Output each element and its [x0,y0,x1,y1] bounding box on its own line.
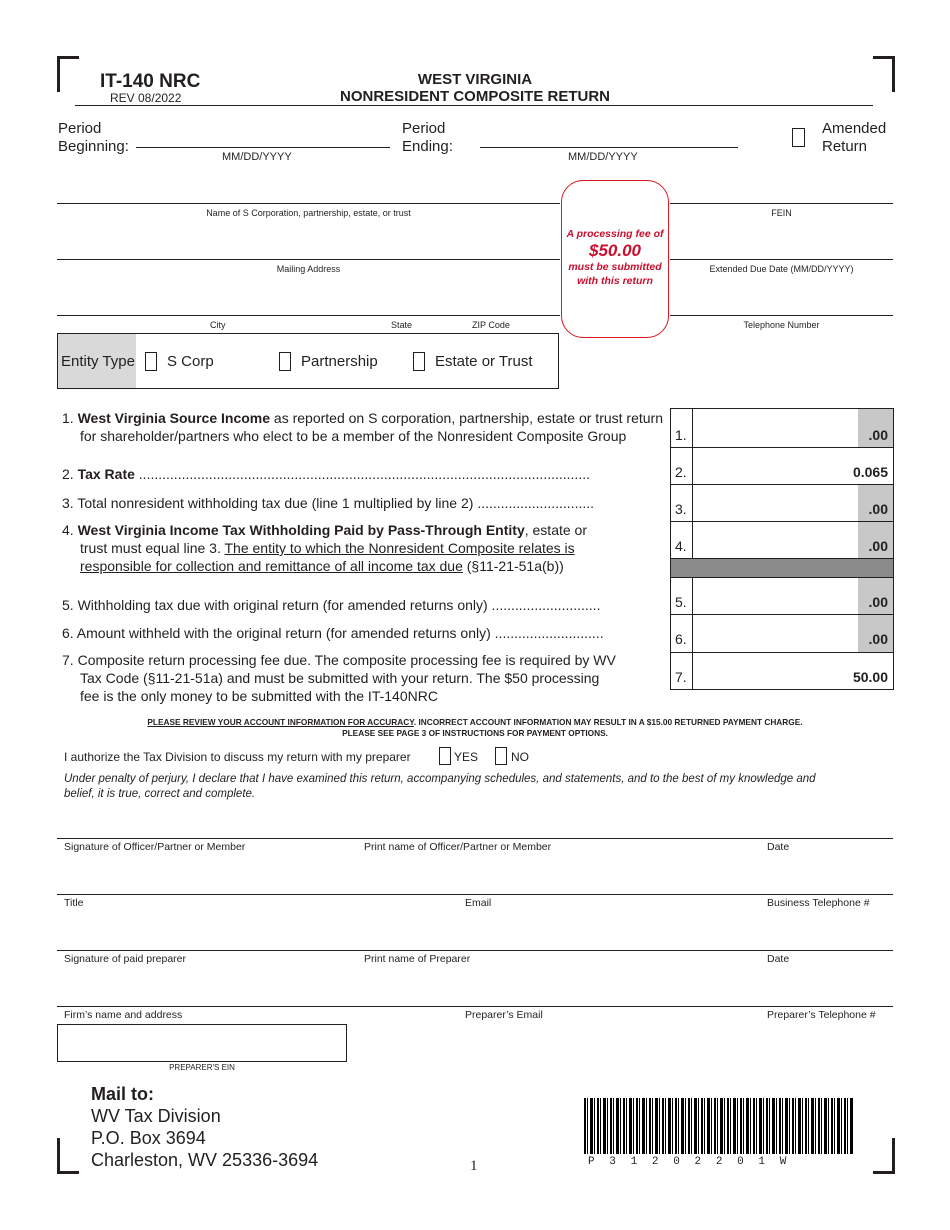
amount-row-divider [670,652,894,653]
authorize-yes-label: YES [454,750,479,764]
phone-field-label: Telephone Number [743,320,820,330]
line4-number: 4. [675,538,687,554]
title-field[interactable] [57,910,457,948]
mailing-field-top [57,259,560,260]
corner-mark-bottom-left [57,1138,79,1174]
preparer-ein-field[interactable] [57,1024,347,1062]
firm-label: Firm’s name and address [64,1009,183,1021]
email-label: Email [465,897,492,909]
corner-mark-bottom-right [873,1138,895,1174]
line6-amount: .00 [868,631,888,647]
line7-description: 7. Composite return processing fee due. The composite processing fee is required by WV Tax Code (§11-21-51a) and must be submitted with your return. The $50 processing fee is the only money to be submitted with the IT-140NRC [62,652,616,704]
authorize-no-label: NO [511,750,529,764]
line1-description: 1. West Virginia Source Income as reported on S corporation, partnership, estate or trust return for shareholder/partners who elect to be a member of the Nonresident Composite Group [62,410,663,444]
business-phone-label: Business Telephone # [767,897,870,909]
authorize-yes-checkbox[interactable] [439,747,451,765]
line2-description: 2. Tax Rate .................................................................................................................... [62,466,590,482]
city-field-top [57,315,560,316]
signature-rule-3 [57,950,893,951]
entity-estate-trust-checkbox[interactable] [413,352,425,371]
name-field[interactable] [57,218,560,258]
period-ending-label: Period Ending: [402,120,453,155]
title-label: Title [64,897,84,909]
processing-fee-notice: A processing fee of $50.00 must be submitted with this return [561,180,669,338]
period-beginning-label: Period Beginning: [58,120,129,155]
line5-number: 5. [675,594,687,610]
extended-field-top [670,259,893,260]
email-field[interactable] [460,910,760,948]
line1-number: 1. [675,427,687,443]
print-officer-label: Print name of Officer/Partner or Member [364,841,552,853]
authorize-text: I authorize the Tax Division to discuss my return with my preparer [64,750,411,764]
form-revision: REV 08/2022 [110,91,182,105]
officer-print-name-field[interactable] [360,854,760,892]
page-number: 1 [470,1158,478,1174]
amended-return-checkbox[interactable] [792,128,805,147]
form-id: IT-140 NRC [100,71,201,92]
city-field-label: City [210,320,226,330]
fein-field[interactable] [670,218,893,258]
line1-amount: .00 [868,427,888,443]
signature-rule-2 [57,894,893,895]
corner-mark-top-left [57,56,79,92]
fein-field-top [670,203,893,204]
signature-rule-1 [57,838,893,839]
preparer-email-label: Preparer’s Email [465,1009,543,1021]
barcode-text: P 3 1 2 0 2 2 0 1 W [588,1156,787,1168]
form-title-line2: NONRESIDENT COMPOSITE RETURN [339,88,610,105]
preparer-email-field[interactable] [460,1022,760,1060]
name-field-top [57,203,560,204]
amount-row-divider [670,447,894,448]
period-beginning-field[interactable] [136,147,390,148]
preparer-ein-label: PREPARER'S EIN [169,1063,235,1072]
barcode [584,1098,854,1154]
form-title-line1: WEST VIRGINIA [417,71,533,88]
officer-signature-field[interactable] [57,854,357,892]
state-field-label: State [391,320,413,330]
period-ending-field[interactable] [480,147,738,148]
line5-amount: .00 [868,594,888,610]
signature-rule-4 [57,1006,893,1007]
line4-amount: .00 [868,538,888,554]
amended-return-label: Amended Return [822,120,887,155]
fein-field-label: FEIN [771,208,792,218]
business-phone-field[interactable] [764,910,893,948]
extended-field-label: Extended Due Date (MM/DD/YYYY) [709,264,854,274]
line5-description: 5. Withholding tax due with original return (for amended returns only) ............................ [62,597,601,613]
entity-partnership-checkbox[interactable] [279,352,291,371]
entity-scorp-label: S Corp [167,353,214,370]
corner-mark-top-right [873,56,895,92]
header-rule [75,105,873,106]
line3-amount: .00 [868,501,888,517]
preparer-signature-field[interactable] [57,966,357,1004]
line4-description: 4. West Virginia Income Tax Withholding Paid by Pass-Through Entity, estate or trust must equal line 3. The entity to which the Nonresident Composite relates is responsible for collection and remittance of all income tax due (§11-21-51a(b)) [62,522,587,574]
entity-type-label: Entity Type [61,353,135,370]
date1-label: Date [767,841,790,853]
line7-amount: 50.00 [852,669,888,685]
preparer-date-field[interactable] [764,966,893,1004]
period-ending-format: MM/DD/YYYY [568,151,638,163]
sig-officer-label: Signature of Officer/Partner or Member [64,841,246,853]
entity-partnership-label: Partnership [301,353,378,370]
extended-due-date-field[interactable] [670,274,893,314]
preparer-print-name-field[interactable] [360,966,760,1004]
line6-number: 6. [675,631,687,647]
name-field-label: Name of S Corporation, partnership, estate, or trust [206,208,411,218]
review-notice: PLEASE REVIEW YOUR ACCOUNT INFORMATION FOR ACCURACY. INCORRECT ACCOUNT INFORMATION MAY RESULT IN A $15.00 RETURNED PAYMENT CHARGE. PLEASE SEE PAGE 3 OF INSTRUCTIONS FOR PAYMENT OPTIONS. [147,717,803,738]
sig-preparer-label: Signature of paid preparer [64,953,186,965]
date2-label: Date [767,953,790,965]
entity-scorp-checkbox[interactable] [145,352,157,371]
officer-date-field[interactable] [764,854,893,892]
preparer-phone-label: Preparer’s Telephone # [767,1009,876,1021]
line2-amount: 0.065 [852,464,888,480]
line3-description: 3. Total nonresident withholding tax due (line 1 multiplied by line 2) .............................. [62,495,595,511]
line3-number: 3. [675,501,687,517]
line7-number: 7. [675,669,687,685]
entity-estate-trust-label: Estate or Trust [435,353,533,370]
mail-to-block: Mail to: WV Tax Division P.O. Box 3694 Charleston, WV 25336-3694 [91,1084,319,1170]
mailing-address-field[interactable] [57,274,560,314]
amount-separator-bar [671,559,893,577]
print-preparer-label: Print name of Preparer [364,953,471,965]
preparer-phone-field[interactable] [764,1022,893,1060]
mailing-field-label: Mailing Address [276,264,341,274]
phone-field-top [670,315,893,316]
line2-number: 2. [675,464,687,480]
authorize-no-checkbox[interactable] [495,747,507,765]
line6-description: 6. Amount withheld with the original return (for amended returns only) ............................ [62,625,604,641]
period-beginning-format: MM/DD/YYYY [222,151,292,163]
perjury-statement: Under penalty of perjury, I declare that I have examined this return, accompanying schedules, and statements, and to the best of my knowledge and belief, it is true, correct and complete. [64,773,816,800]
zip-field-label: ZIP Code [472,320,510,330]
